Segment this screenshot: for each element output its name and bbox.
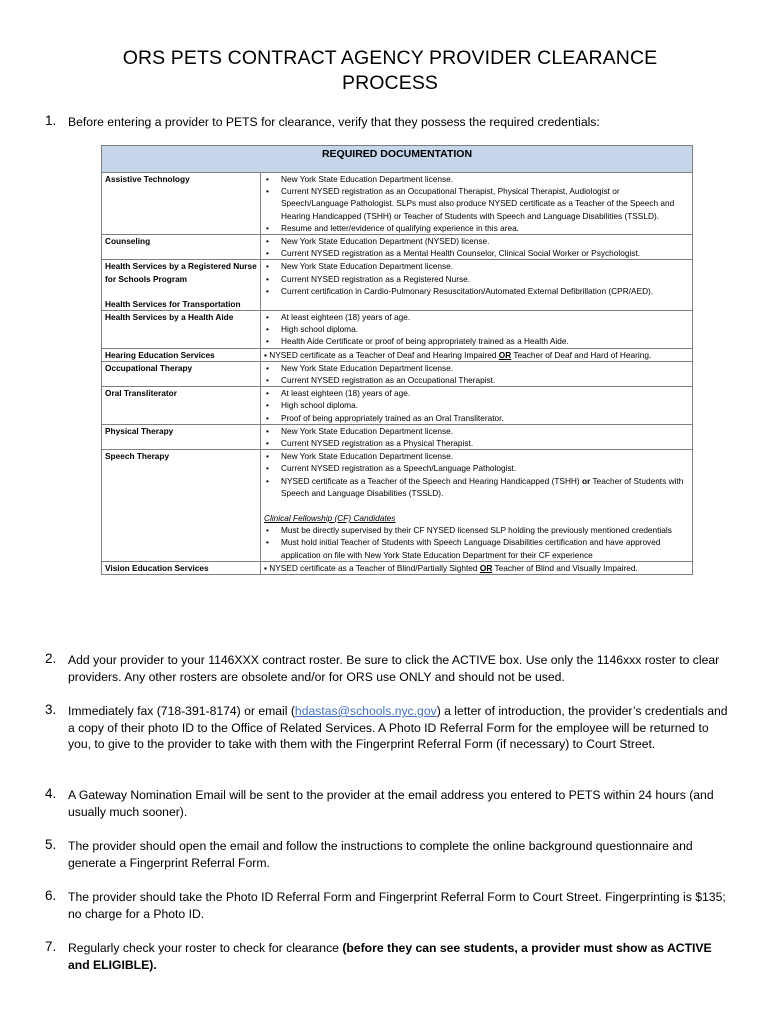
- requirement-item: • At least eighteen (18) years of age.: [264, 387, 689, 399]
- table-row: [102, 424, 693, 449]
- requirement-item: ▪ NYSED certificate as a Teacher of Deaf and Hearing Impaired OR Teacher of Deaf and Hard of Hearing.: [261, 348, 693, 361]
- requirement-item: • New York State Education Department license.: [264, 425, 689, 437]
- table-row: [102, 235, 693, 260]
- service-name: Health Services by a Health Aide: [102, 311, 261, 349]
- service-name: Counseling: [102, 235, 261, 260]
- requirement-item: • Must hold initial Teacher of Students with Speech Language Disabilities certification and have approved application on file with New York State Education Department for their CF experience: [264, 536, 689, 560]
- requirement-item: • New York State Education Department (NYSED) license.: [264, 235, 689, 247]
- requirement-item: • Proof of being appropriately trained as an Oral Transliterator.: [264, 412, 689, 424]
- table-row: [102, 260, 693, 311]
- requirement-item: ▪ NYSED certificate as a Teacher of Blind/Partially Sighted OR Teacher of Blind and Visually Impaired.: [261, 561, 693, 574]
- step-number: 1.: [45, 113, 57, 128]
- requirement-item: • New York State Education Department license.: [264, 173, 689, 185]
- step-text: Before entering a provider to PETS for clearance, verify that they possess the required credentials:: [68, 115, 600, 129]
- requirement-item: • High school diploma.: [264, 399, 689, 411]
- service-name: Speech Therapy: [102, 450, 261, 562]
- requirement-item: • Current NYSED registration as a Physical Therapist.: [264, 437, 689, 449]
- step-4: [45, 787, 735, 820]
- table-row: [102, 361, 693, 386]
- step-text: A Gateway Nomination Email will be sent to the provider at the email address you entered to PETS within 24 hours (and usually much sooner).: [68, 788, 714, 819]
- step-number: 5.: [45, 837, 57, 852]
- step-text: Regularly check your roster to check for clearance (before they can see students, a provider must show as ACTIVE and ELIGIBLE).: [68, 941, 712, 972]
- service-name: Assistive Technology: [102, 173, 261, 235]
- table-row: [102, 348, 693, 361]
- step-number: 3.: [45, 702, 57, 717]
- step-6: [45, 889, 735, 922]
- requirement-item: • Health Aide Certificate or proof of being appropriately trained as a Health Aide.: [264, 335, 689, 347]
- step-text: Immediately fax (718-391-8174) or email (hdastas@schools.nyc.gov) a letter of introduction, the provider’s credentials and a copy of their photo ID to the Office of Related Services. A Photo ID Referral Form for the employee will be returned to you, to give to the provider to take with them with the Fingerprint Referral Form (if necessary) to Court Street.: [68, 704, 728, 752]
- requirement-item: • New York State Education Department license.: [264, 362, 689, 374]
- service-name: Occupational Therapy: [102, 361, 261, 386]
- table-row: [102, 311, 693, 349]
- requirement-item: • NYSED certificate as a Teacher of the Speech and Hearing Handicapped (TSHH) or Teacher of Students with Speech and Language Disabilities (TSSLD).: [264, 475, 689, 499]
- requirement-item: • Must be directly supervised by their CF NYSED licensed SLP holding the previously mentioned credentials: [264, 524, 689, 536]
- step-number: 2.: [45, 651, 57, 666]
- step-1: [45, 114, 735, 131]
- requirement-item: • New York State Education Department license.: [264, 450, 689, 462]
- table-row: [102, 173, 693, 235]
- requirement-item: • Current NYSED registration as a Mental Health Counselor, Clinical Social Worker or Psychologist.: [264, 247, 689, 259]
- service-name: Hearing Education Services: [102, 348, 261, 361]
- requirement-item: • At least eighteen (18) years of age.: [264, 311, 689, 323]
- service-name: Vision Education Services: [102, 561, 261, 574]
- required-documentation-table: [101, 145, 693, 575]
- page-title: ORS PETS CONTRACT AGENCY PROVIDER CLEARANCE PROCESS: [122, 47, 658, 94]
- requirement-item: • New York State Education Department license.: [264, 260, 689, 272]
- email-link[interactable]: hdastas@schools.nyc.gov: [294, 704, 437, 718]
- step-text: The provider should open the email and follow the instructions to complete the online background questionnaire and generate a Fingerprint Referral Form.: [68, 839, 693, 870]
- step-number: 6.: [45, 888, 57, 903]
- requirement-item: • High school diploma.: [264, 323, 689, 335]
- service-name: Health Services by a Registered Nurse for Schools Program: [105, 261, 257, 284]
- requirement-item: • Resume and letter/evidence of qualifying experience in this area.: [264, 222, 689, 234]
- service-name: Health Services for Transportation: [105, 298, 241, 309]
- step-text: The provider should take the Photo ID Referral Form and Fingerprint Referral Form to Court Street. Fingerprinting is $135; no charge for a Photo ID.: [68, 890, 726, 921]
- step-5: [45, 838, 735, 871]
- table-row: [102, 561, 693, 574]
- requirement-item: • Current NYSED registration as an Occupational Therapist, Physical Therapist, Audiologist or Speech/Language Pathologist. SLPs must also produce NYSED certificate as a Teacher of the Speech and Hearing Handicapped (TSHH) or Teacher of Students with Speech and Language Disabilities (TSSLD).: [264, 185, 689, 222]
- step-number: 4.: [45, 786, 57, 801]
- table-row: [102, 450, 693, 562]
- step-3: [45, 703, 735, 753]
- step-text: Add your provider to your 1146XXX contract roster. Be sure to click the ACTIVE box. Use only the 1146xxx roster to clear providers. Any other rosters are obsolete and/or for ORS use ONLY and should not be used.: [68, 653, 720, 684]
- step-2: [45, 652, 735, 685]
- service-name: Oral Transliterator: [102, 387, 261, 425]
- requirement-item: • Current NYSED registration as an Occupational Therapist.: [264, 374, 689, 386]
- service-name: Physical Therapy: [102, 424, 261, 449]
- step-number: 7.: [45, 939, 57, 954]
- requirement-item: • Current NYSED registration as a Registered Nurse.: [264, 273, 689, 285]
- table-row: [102, 387, 693, 425]
- requirement-item: • Current NYSED registration as a Speech/Language Pathologist.: [264, 462, 689, 474]
- requirement-item: • Current certification in Cardio-Pulmonary Resuscitation/Automated External Defibrillation (CPR/AED).: [264, 285, 689, 297]
- table-header: REQUIRED DOCUMENTATION: [102, 146, 693, 173]
- step-7: [45, 940, 735, 973]
- cf-heading: Clinical Fellowship (CF) Candidates: [264, 513, 396, 524]
